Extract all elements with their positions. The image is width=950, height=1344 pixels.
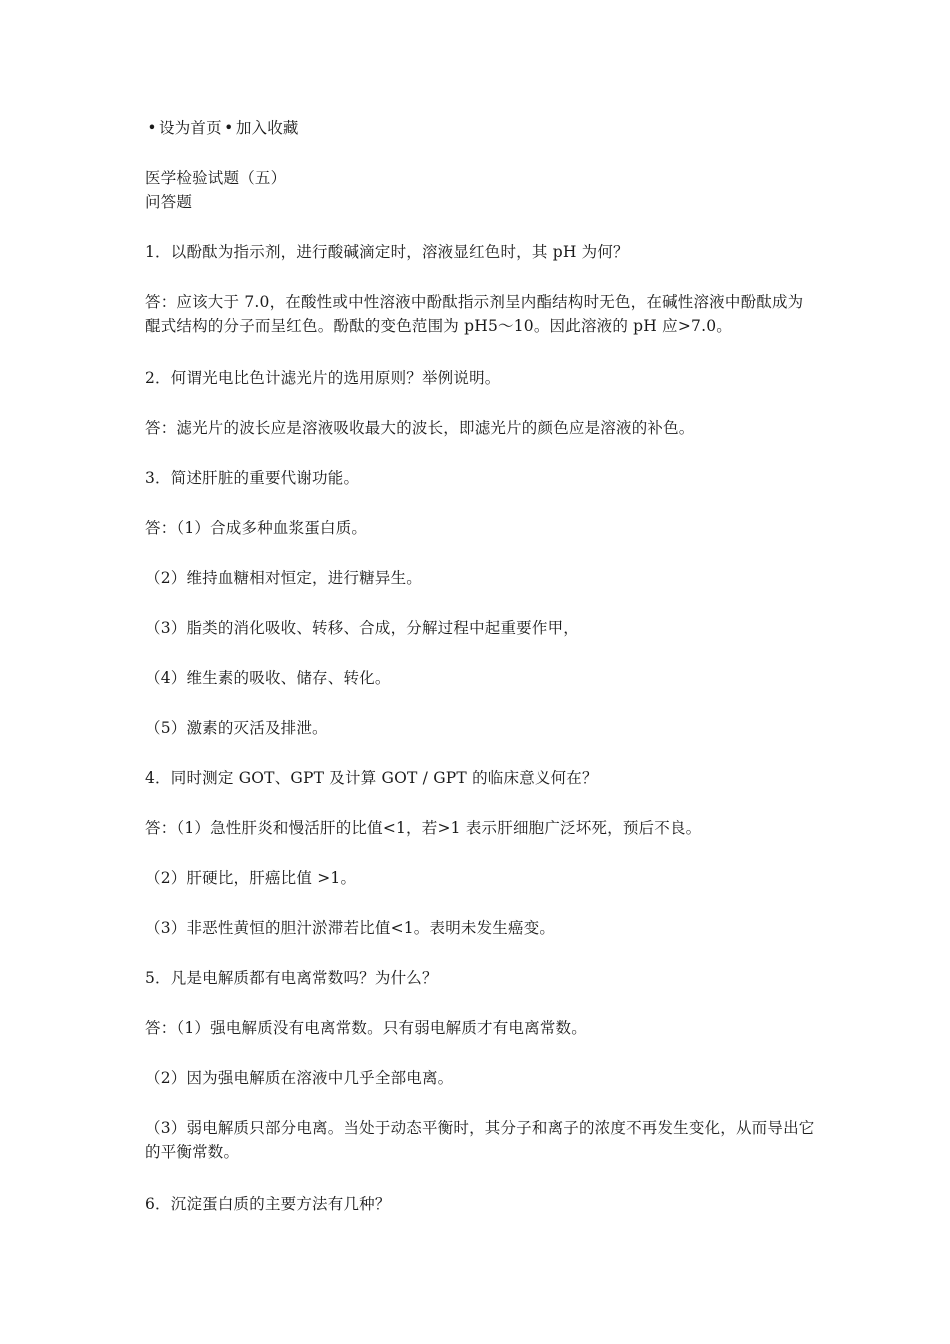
answer-3-item: （4）维生素的吸收、储存、转化。 (145, 669, 391, 687)
nav-bullet: • (147, 119, 157, 137)
answer-5-item: 答：（1）强电解质没有电离常数。只有弱电解质才有电离常数。 (145, 1019, 587, 1037)
answer-5-item: （2）因为强电解质在溶液中几乎全部电离。 (145, 1069, 454, 1087)
set-homepage-link[interactable]: 设为首页 (159, 119, 222, 137)
document-title: 医学检验试题（五） (145, 169, 287, 187)
answer-4-item: （2）肝硬比，肝癌比值 >1。 (145, 869, 357, 887)
top-nav (145, 116, 815, 140)
question-4: 4．同时测定 GOT、GPT 及计算 GOT / GPT 的临床意义何在？ (145, 769, 598, 787)
answer-2: 答：滤光片的波长应是溶液吸收最大的波长，即滤光片的颜色应是溶液的补色。 (145, 419, 695, 437)
add-favorite-link[interactable]: 加入收藏 (235, 119, 299, 137)
question-2: 2．何谓光电比色计滤光片的选用原则？举例说明。 (145, 369, 501, 387)
answer-3-item: （3）脂类的消化吸收、转移、合成，分解过程中起重要作甲， (145, 619, 579, 637)
answer-3-item: （5）激素的灭活及排泄。 (145, 719, 328, 737)
question-6: 6．沉淀蛋白质的主要方法有几种？ (145, 1195, 391, 1213)
answer-4-item: 答：（1）急性肝炎和慢活肝的比值<1，若>1 表示肝细胞广泛坏死，预后不良。 (145, 819, 702, 837)
question-1: 1．以酚酞为指示剂，进行酸碱滴定时，溶液显红色时，其 pH 为何？ (145, 243, 629, 261)
section-heading: 问答题 (145, 193, 193, 211)
nav-bullet: • (224, 119, 234, 137)
question-3: 3．简述肝脏的重要代谢功能。 (145, 469, 360, 487)
answer-3-item: （2）维持血糖相对恒定，进行糖异生。 (145, 569, 422, 587)
answer-4-item: （3）非恶性黄恒的胆汁淤滞若比值<1。表明未发生癌变。 (145, 919, 556, 937)
answer-3-item: 答：（1）合成多种血浆蛋白质。 (145, 519, 368, 537)
answer-1: 答：应该大于 7.0，在酸性或中性溶液中酚酞指示剂呈内酯结构时无色，在碱性溶液中酚酞成为醌式结构的分子而呈红色。酚酞的变色范围为 pH5～10。因此溶液的 pH 应>7.0。 (145, 293, 804, 335)
question-5: 5．凡是电解质都有电离常数吗？为什么？ (145, 969, 438, 987)
answer-5-item: （3）弱电解质只部分电离。当处于动态平衡时，其分子和离子的浓度不再发生变化，从而导出它的平衡常数。 (145, 1119, 815, 1161)
